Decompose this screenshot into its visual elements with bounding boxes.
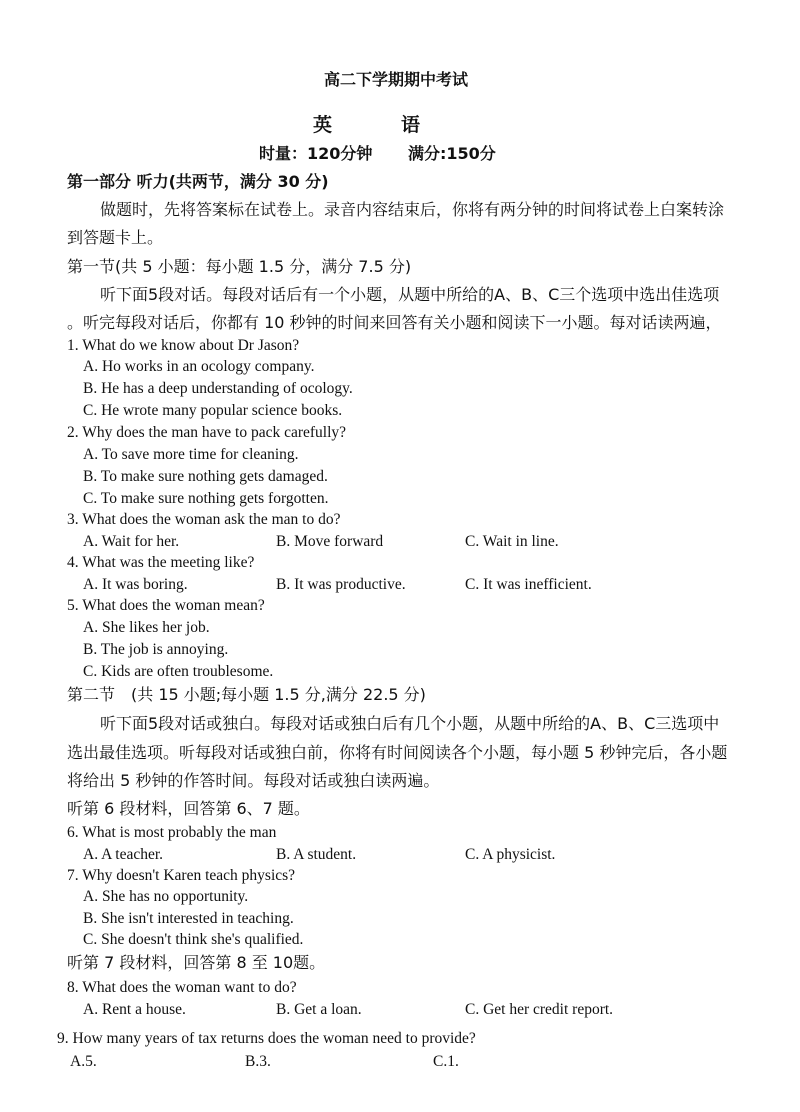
subject-char-1: 英 bbox=[313, 114, 334, 136]
question-2: 2. Why does the man have to pack carefully? bbox=[67, 424, 347, 441]
section2-instructions-line2: 选出最佳选项。听每段对话或独白前，你将有时间阅读各个小题，每小题 5 秒钟完后，各小题 bbox=[67, 743, 728, 762]
question-8-option-c: C. Get her credit report. bbox=[465, 1001, 614, 1018]
part1-heading: 第一部分 听力(共两节，满分 30 分) bbox=[67, 172, 329, 191]
question-5: 5. What does the woman mean? bbox=[67, 597, 265, 614]
subject-title bbox=[313, 116, 421, 135]
question-7-option-a: A. She has no opportunity. bbox=[83, 888, 249, 905]
question-9-option-c: C.1. bbox=[433, 1053, 459, 1070]
question-4-option-a: A. It was boring. bbox=[83, 576, 188, 593]
question-2-option-b: B. To make sure nothing gets damaged. bbox=[83, 468, 328, 485]
question-6: 6. What is most probably the man bbox=[67, 824, 277, 841]
question-4-option-c: C. It was inefficient. bbox=[465, 576, 592, 593]
question-4-option-b: B. It was productive. bbox=[276, 576, 406, 593]
exam-title: 高二下学期期中考试 bbox=[324, 70, 469, 89]
question-7: 7. Why doesn't Karen teach physics? bbox=[67, 867, 296, 884]
question-2-option-c: C. To make sure nothing gets forgotten. bbox=[83, 490, 329, 507]
question-6-option-b: B. A student. bbox=[276, 846, 357, 863]
section1-instructions-line2: 。听完每段对话后，你都有 10 秒钟的时间来回答有关小题和阅读下一小题。每对话读两遍， bbox=[67, 313, 722, 332]
question-3: 3. What does the woman ask the man to do? bbox=[67, 511, 341, 528]
question-3-option-c: C. Wait in line. bbox=[465, 533, 559, 550]
part1-instructions-line1: 做题时，先将答案标在试卷上。录音内容结束后，你将有两分钟的时间将试卷上白案转涂 bbox=[100, 200, 725, 219]
question-4: 4. What was the meeting like? bbox=[67, 554, 255, 571]
question-1: 1. What do we know about Dr Jason? bbox=[67, 337, 300, 354]
part1-instructions-line2: 到答题卡上。 bbox=[67, 228, 164, 247]
exam-duration: 时量：120分钟 bbox=[259, 144, 373, 163]
question-8-option-a: A. Rent a house. bbox=[83, 1001, 186, 1018]
question-1-option-c: C. He wrote many popular science books. bbox=[83, 402, 343, 419]
material-7-prompt: 听第 7 段材料，回答第 8 至 10题。 bbox=[67, 953, 326, 972]
question-1-option-b: B. He has a deep understanding of ocology. bbox=[83, 380, 353, 397]
question-5-option-a: A. She likes her job. bbox=[83, 619, 210, 636]
question-8: 8. What does the woman want to do? bbox=[67, 979, 297, 996]
question-7-option-b: B. She isn't interested in teaching. bbox=[83, 910, 294, 927]
question-2-option-a: A. To save more time for cleaning. bbox=[83, 446, 299, 463]
question-5-option-b: B. The job is annoying. bbox=[83, 641, 229, 658]
question-6-option-c: C. A physicist. bbox=[465, 846, 556, 863]
section1-instructions-line1: 听下面5段对话。每段对话后有一个小题，从题中所给的A、B、C三个选项中选出佳选项 bbox=[100, 285, 720, 304]
question-3-option-a: A. Wait for her. bbox=[83, 533, 180, 550]
question-3-option-b: B. Move forward bbox=[276, 533, 384, 550]
question-7-option-c: C. She doesn't think she's qualified. bbox=[83, 931, 304, 948]
subject-char-2: 语 bbox=[401, 114, 422, 136]
exam-total-score: 满分:150分 bbox=[408, 144, 496, 163]
question-1-option-a: A. Ho works in an ocology company. bbox=[83, 358, 315, 375]
question-9-option-b: B.3. bbox=[245, 1053, 271, 1070]
question-5-option-c: C. Kids are often troublesome. bbox=[83, 663, 274, 680]
section1-heading: 第一节(共 5 小题：每小题 1.5 分，满分 7.5 分) bbox=[67, 257, 412, 276]
section2-heading: 第二节 (共 15 小题;每小题 1.5 分,满分 22.5 分) bbox=[67, 685, 426, 704]
question-8-option-b: B. Get a loan. bbox=[276, 1001, 362, 1018]
material-6-prompt: 听第 6 段材料，回答第 6、7 题。 bbox=[67, 799, 310, 818]
section2-instructions-line1: 听下面5段对话或独白。每段对话或独白后有几个小题，从题中所给的A、B、C三选项中 bbox=[100, 714, 720, 733]
section2-instructions-line3: 将给出 5 秒钟的作答时间。每段对话或独白读两遍。 bbox=[67, 771, 440, 790]
question-9-option-a: A.5. bbox=[70, 1053, 97, 1070]
question-9: 9. How many years of tax returns does the woman need to provide? bbox=[57, 1030, 476, 1047]
question-6-option-a: A. A teacher. bbox=[83, 846, 164, 863]
